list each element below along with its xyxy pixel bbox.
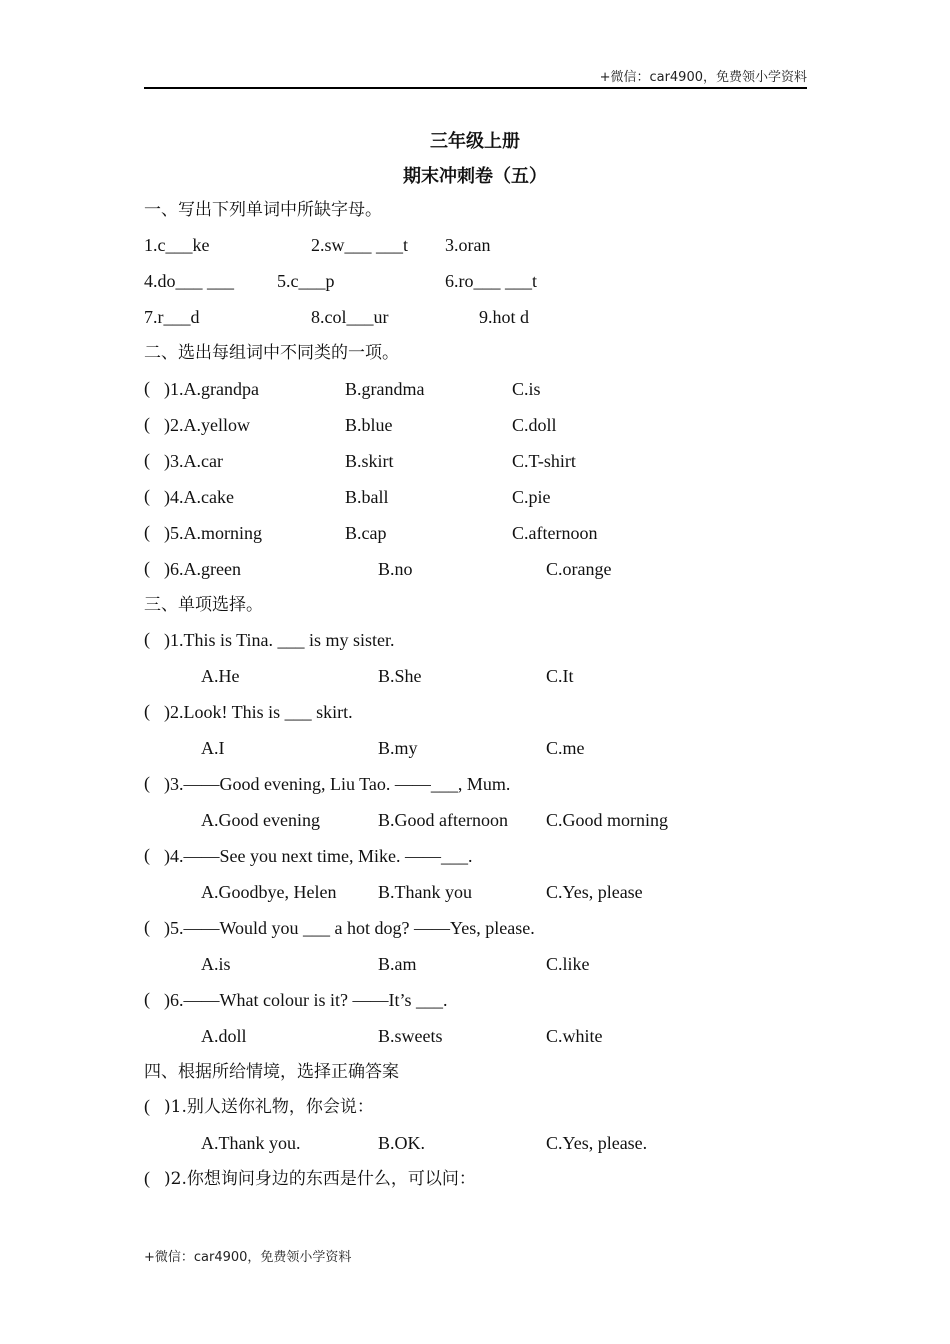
- answer-paren[interactable]: (: [144, 629, 150, 649]
- option-b: B.my: [378, 738, 418, 758]
- question-text: )5.——Would you ___ a hot dog? ——Yes, please.: [164, 918, 535, 938]
- option-a: A.He: [201, 666, 240, 686]
- answer-paren[interactable]: (: [144, 701, 150, 721]
- answer-paren[interactable]: (: [144, 1168, 150, 1188]
- answer-paren[interactable]: (: [144, 773, 150, 793]
- answer-paren[interactable]: (: [144, 917, 150, 937]
- s2-option-a: )2.A.yellow: [164, 415, 250, 435]
- question-text: )2.Look! This is ___ skirt.: [164, 702, 353, 722]
- s2-option-a: )1.A.grandpa: [164, 379, 259, 399]
- option-c: C.me: [546, 738, 585, 758]
- s1-item-3: 3.oran: [445, 235, 491, 255]
- section1-heading: 一、写出下列单词中所缺字母。: [144, 200, 382, 220]
- s2-option-c: C.T-shirt: [512, 451, 576, 471]
- s2-option-c: C.afternoon: [512, 523, 598, 543]
- option-a: A.I: [201, 738, 225, 758]
- answer-paren[interactable]: (: [144, 522, 150, 542]
- s1-item-1: 1.c___ke: [144, 235, 210, 255]
- s1-item-4: 4.do___ ___: [144, 271, 234, 291]
- option-b: B.Thank you: [378, 882, 472, 902]
- answer-paren[interactable]: (: [144, 989, 150, 1009]
- s1-item-6: 6.ro___ ___t: [445, 271, 537, 291]
- question-text: )1.别人送你礼物，你会说：: [164, 1097, 374, 1117]
- section3-heading: 三、单项选择。: [144, 595, 263, 615]
- s1-item-8: 8.col___ur: [311, 307, 389, 327]
- s2-option-a: )4.A.cake: [164, 487, 234, 507]
- section2-heading: 二、选出每组词中不同类的一项。: [144, 343, 399, 363]
- question-text: )6.——What colour is it? ——It’s ___.: [164, 990, 448, 1010]
- s2-option-b: B.cap: [345, 523, 387, 543]
- option-c: C.Yes, please.: [546, 1133, 648, 1153]
- option-b: B.Good afternoon: [378, 810, 508, 830]
- s2-option-c: C.pie: [512, 487, 551, 507]
- option-c: C.like: [546, 954, 590, 974]
- option-c: C.Good morning: [546, 810, 669, 830]
- option-a: A.is: [201, 954, 231, 974]
- s2-option-c: C.doll: [512, 415, 557, 435]
- question-text: )1.This is Tina. ___ is my sister.: [164, 630, 395, 650]
- option-a: A.Goodbye, Helen: [201, 882, 337, 902]
- header-rule: [144, 87, 807, 89]
- title-exam: 期末冲刺卷（五）: [403, 166, 547, 186]
- option-c: C.It: [546, 666, 574, 686]
- question-text: )3.——Good evening, Liu Tao. ——___, Mum.: [164, 774, 511, 794]
- answer-paren[interactable]: (: [144, 486, 150, 506]
- option-b: B.She: [378, 666, 422, 686]
- option-c: C.Yes, please: [546, 882, 643, 902]
- s2-option-a: )5.A.morning: [164, 523, 262, 543]
- option-b: B.am: [378, 954, 417, 974]
- question-text: )2.你想询问身边的东西是什么，可以问：: [164, 1169, 476, 1189]
- option-a: A.doll: [201, 1026, 247, 1046]
- header-note: +微信：car4900，免费领小学资料: [599, 70, 807, 85]
- s1-item-2: 2.sw___ ___t: [311, 235, 409, 255]
- s2-option-a: )3.A.car: [164, 451, 223, 471]
- option-a: A.Thank you.: [201, 1133, 301, 1153]
- s2-option-b: B.ball: [345, 487, 389, 507]
- option-a: A.Good evening: [201, 810, 320, 830]
- s2-option-c: C.orange: [546, 559, 612, 579]
- s2-option-b: B.skirt: [345, 451, 394, 471]
- option-b: B.OK.: [378, 1133, 426, 1153]
- s1-item-7: 7.r___d: [144, 307, 200, 327]
- answer-paren[interactable]: (: [144, 414, 150, 434]
- title-grade: 三年级上册: [430, 131, 520, 151]
- s1-item-9: 9.hot d: [479, 307, 530, 327]
- answer-paren[interactable]: (: [144, 845, 150, 865]
- answer-paren[interactable]: (: [144, 558, 150, 578]
- question-text: )4.——See you next time, Mike. ——___.: [164, 846, 473, 866]
- option-b: B.sweets: [378, 1026, 443, 1046]
- s1-item-5: 5.c___p: [277, 271, 335, 291]
- option-c: C.white: [546, 1026, 603, 1046]
- s2-option-b: B.no: [378, 559, 413, 579]
- s2-option-c: C.is: [512, 379, 541, 399]
- answer-paren[interactable]: (: [144, 1096, 150, 1116]
- s2-option-b: B.grandma: [345, 379, 425, 399]
- section4-heading: 四、根据所给情境，选择正确答案: [144, 1062, 399, 1082]
- s2-option-a: )6.A.green: [164, 559, 241, 579]
- s2-option-b: B.blue: [345, 415, 393, 435]
- answer-paren[interactable]: (: [144, 450, 150, 470]
- answer-paren[interactable]: (: [144, 378, 150, 398]
- footer-note: +微信：car4900，免费领小学资料: [144, 1250, 352, 1265]
